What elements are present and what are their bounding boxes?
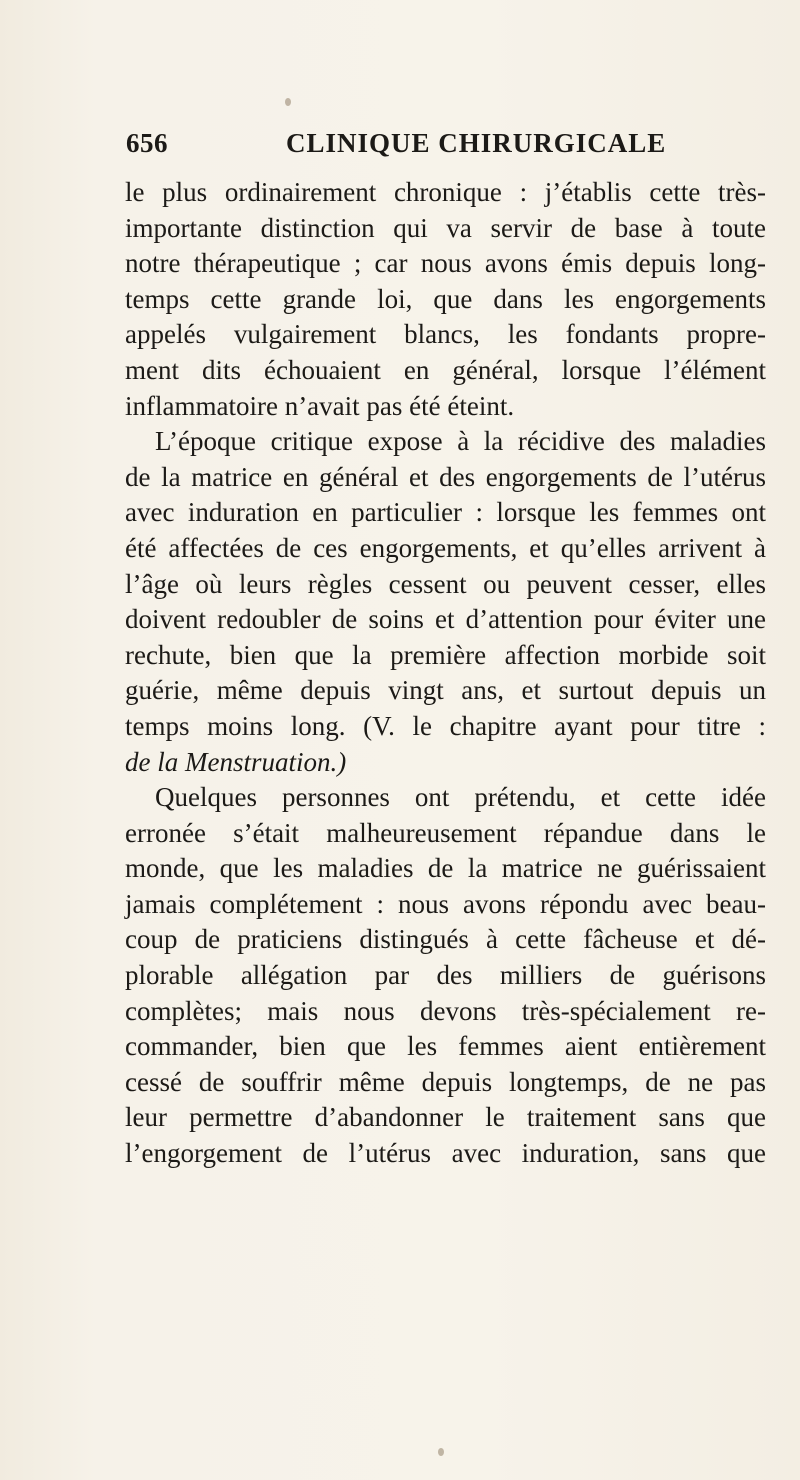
text-line: coup de praticiens distingués à cette fâcheuse et dé-: [125, 924, 766, 955]
text-line: inflammatoire n’avait pas été éteint.: [125, 390, 515, 421]
text-line: commander, bien que les femmes aient entièrement: [125, 1031, 766, 1062]
text-line: de la matrice en général et des engorgements de l’utérus: [125, 461, 766, 492]
paper-speck: [285, 98, 291, 106]
text-line: jamais complétement : nous avons répondu avec beau-: [125, 888, 766, 919]
text-line: Quelques personnes ont prétendu, et cette idée: [155, 782, 766, 813]
text-line: complètes; mais nous devons très-spécialement re-: [125, 995, 766, 1026]
text-line: rechute, bien que la première affection morbide soit: [125, 639, 766, 670]
text-line: notre thérapeutique ; car nous avons émis depuis long-: [125, 248, 766, 279]
page-header: [126, 128, 766, 168]
text-line: appelés vulgairement blancs, les fondants propre-: [125, 319, 766, 350]
body-text: [125, 175, 766, 1172]
text-line: importante distinction qui va servir de base à toute: [125, 212, 766, 243]
text-line: l’âge où leurs règles cessent ou peuvent cesser, elles: [125, 568, 766, 599]
text-line: de la Menstruation.): [125, 746, 347, 777]
text-line: temps cette grande loi, que dans les engorgements: [125, 283, 766, 314]
text-line: erronée s’était malheureusement répandue dans le: [125, 817, 766, 848]
paper-speck: [438, 1448, 444, 1456]
text-line: plorable allégation par des milliers de guérisons: [125, 960, 766, 991]
page-number: 656: [126, 128, 168, 158]
text-line: été affectées de ces engorgements, et qu’elles arrivent à: [125, 532, 766, 563]
text-line: avec induration en particulier : lorsque les femmes ont: [125, 497, 766, 528]
text-line: guérie, même depuis vingt ans, et surtout depuis un: [125, 675, 766, 706]
text-line: cessé de souffrir même depuis longtemps, de ne pas: [125, 1066, 766, 1097]
text-line: monde, que les maladies de la matrice ne guérissaient: [125, 853, 766, 884]
text-line: ment dits échouaient en général, lorsque l’élément: [125, 354, 766, 385]
text-line: l’engorgement de l’utérus avec induration, sans que: [125, 1138, 766, 1169]
text-line: doivent redoubler de soins et d’attention pour éviter une: [125, 604, 766, 635]
text-line: temps moins long. (V. le chapitre ayant pour titre :: [125, 710, 766, 741]
text-line: leur permettre d’abandonner le traitement sans que: [125, 1102, 766, 1133]
text-line: L’époque critique expose à la récidive des maladies: [155, 426, 766, 457]
text-line: le plus ordinairement chronique : j’établis cette très-: [125, 177, 766, 207]
running-head: CLINIQUE CHIRURGICALE: [286, 128, 667, 158]
